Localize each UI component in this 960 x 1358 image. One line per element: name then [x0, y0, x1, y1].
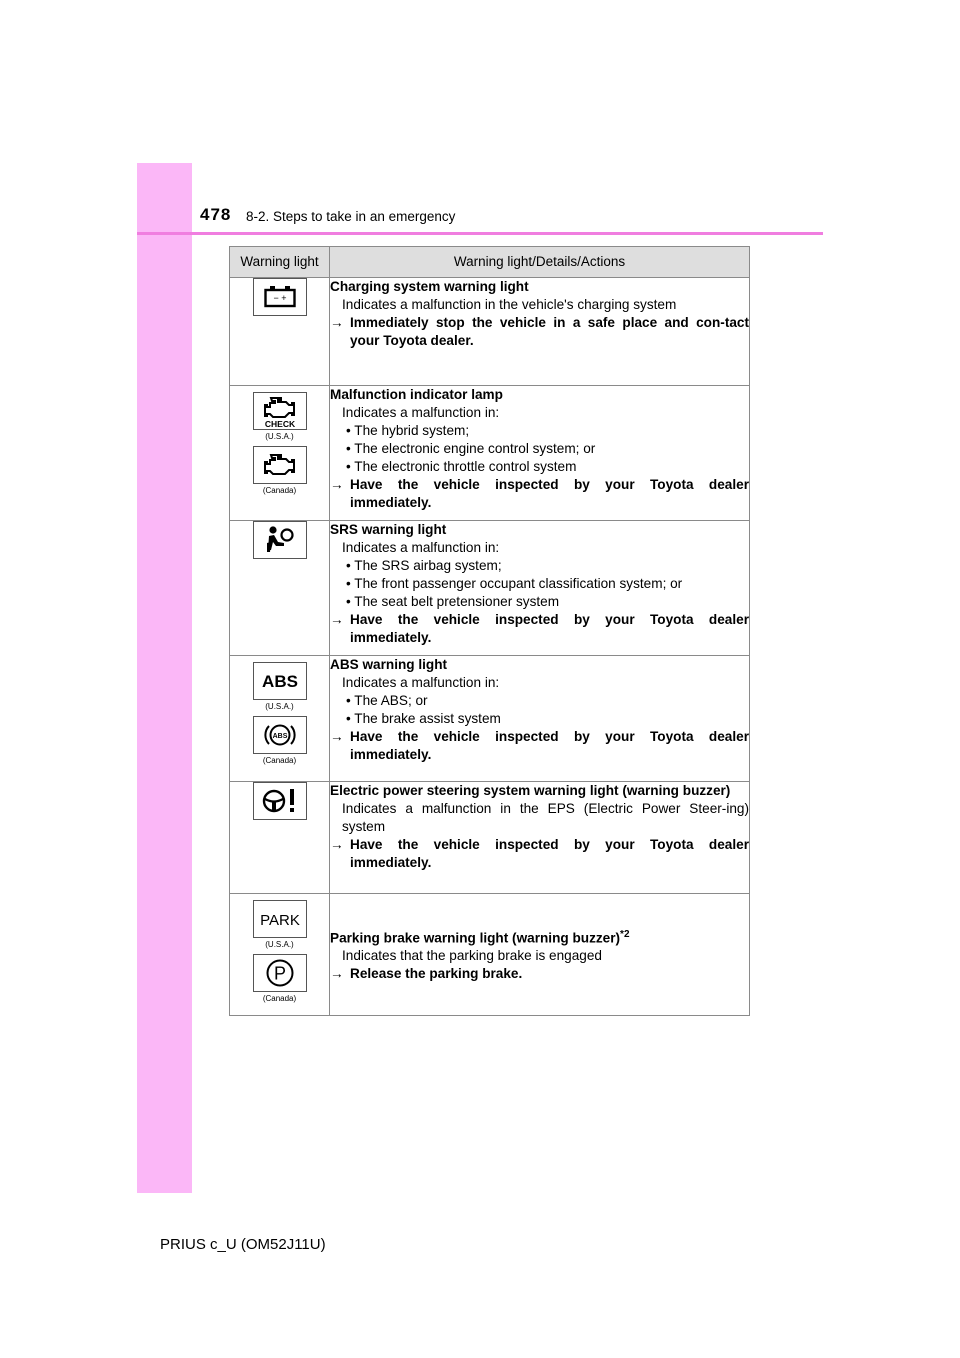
- abs-text-icon: [253, 662, 307, 700]
- table-row: [230, 782, 750, 894]
- light-action: → Release the parking brake.: [330, 966, 523, 982]
- region-label: (U.S.A.): [265, 432, 294, 441]
- region-label: (U.S.A.): [265, 702, 294, 711]
- bullet-item: • The ABS; or: [346, 693, 428, 708]
- header-rule: [137, 232, 823, 235]
- icon-cell: [230, 278, 330, 386]
- svg-text:− +: − +: [272, 293, 287, 303]
- page-number: 478: [200, 205, 232, 224]
- description-cell: [330, 278, 750, 386]
- icon-cell: [230, 894, 330, 1016]
- svg-text:P: P: [273, 963, 286, 984]
- table-row: [230, 278, 750, 386]
- light-detail: Indicates that the parking brake is engaged: [342, 948, 602, 964]
- footer-model: PRIUS c_U (OM52J11U): [160, 1236, 326, 1253]
- engine-icon: [253, 446, 307, 484]
- light-detail: Indicates a malfunction in the EPS (Electric Power Steer-ing) system: [342, 801, 749, 834]
- light-action: → Immediately stop the vehicle in a safe place and con-tact your Toyota dealer.: [330, 315, 749, 348]
- light-title: Charging system warning light: [330, 279, 529, 294]
- svg-text:PARK: PARK: [259, 912, 300, 929]
- arrow-icon: →: [330, 315, 344, 330]
- arrow-icon: →: [330, 966, 344, 982]
- description-cell: [330, 656, 750, 782]
- svg-text:CHECK: CHECK: [264, 419, 295, 428]
- description-cell: [330, 386, 750, 521]
- table-row: [230, 894, 750, 1016]
- light-title: Parking brake warning light (warning buzzer)$^{*2}$: [330, 928, 630, 946]
- region-label: (Canada): [262, 486, 297, 495]
- table-row: [230, 521, 750, 656]
- description-cell: [330, 521, 750, 656]
- bullet-item: • The brake assist system: [346, 711, 501, 726]
- table-row: [230, 656, 750, 782]
- region-label: (Canada): [262, 994, 297, 1003]
- arrow-icon: →: [330, 729, 344, 744]
- bullet-item: • The seat belt pretensioner system: [346, 594, 560, 609]
- light-detail: Indicates a malfunction in the vehicle's charging system: [342, 297, 677, 312]
- description-cell: [330, 782, 750, 894]
- light-title: ABS warning light: [330, 657, 448, 672]
- arrow-icon: →: [330, 477, 344, 492]
- engine-check-icon: [253, 392, 307, 430]
- icon-cell: [230, 656, 330, 782]
- bullet-item: • The electronic engine control system; or: [346, 441, 596, 456]
- table-row: [230, 386, 750, 521]
- steering-warning-icon: [253, 782, 307, 820]
- bullet-item: • The electronic throttle control system: [346, 459, 577, 474]
- light-detail: Indicates a malfunction in:: [342, 540, 500, 555]
- abs-circle-icon: [253, 716, 307, 754]
- region-label: (Canada): [262, 756, 297, 765]
- chapter-tab: [137, 163, 192, 1193]
- light-title: SRS warning light: [330, 522, 447, 537]
- icon-cell: [230, 521, 330, 656]
- bullet-item: • The front passenger occupant classification system; or: [346, 576, 683, 591]
- light-detail: Indicates a malfunction in:: [342, 675, 500, 690]
- light-action: → Have the vehicle inspected by your Toyota dealer immediately.: [330, 837, 749, 870]
- warning-lights-table: [229, 246, 750, 1016]
- icon-cell: [230, 782, 330, 894]
- table-header-row: [230, 247, 750, 278]
- arrow-icon: →: [330, 837, 344, 852]
- airbag-icon: [253, 521, 307, 559]
- svg-text:ABS: ABS: [261, 672, 298, 691]
- bullet-item: • The SRS airbag system;: [346, 558, 502, 573]
- col-header-warning-light: Warning light: [230, 247, 330, 278]
- description-cell: [330, 894, 750, 1016]
- parking-brake-icon: [253, 954, 307, 992]
- light-action: → Have the vehicle inspected by your Toyota dealer immediately.: [330, 729, 749, 762]
- light-detail: Indicates a malfunction in:: [342, 405, 500, 420]
- arrow-icon: →: [330, 612, 344, 627]
- park-text-icon: [253, 900, 307, 938]
- light-title: Electric power steering system warning light (warning buzzer): [330, 783, 731, 798]
- light-title: Malfunction indicator lamp: [330, 387, 503, 402]
- battery-icon: [253, 278, 307, 316]
- light-action: → Have the vehicle inspected by your Toyota dealer immediately.: [330, 612, 749, 645]
- col-header-details: Warning light/Details/Actions: [330, 247, 750, 278]
- light-action: → Have the vehicle inspected by your Toyota dealer immediately.: [330, 477, 749, 510]
- section-title: 8-2. Steps to take in an emergency: [246, 209, 456, 224]
- bullet-item: • The hybrid system;: [346, 423, 470, 438]
- icon-cell: [230, 386, 330, 521]
- footnote-marker: *2: [620, 928, 630, 940]
- region-label: (U.S.A.): [265, 940, 294, 949]
- svg-text:ABS: ABS: [272, 733, 287, 740]
